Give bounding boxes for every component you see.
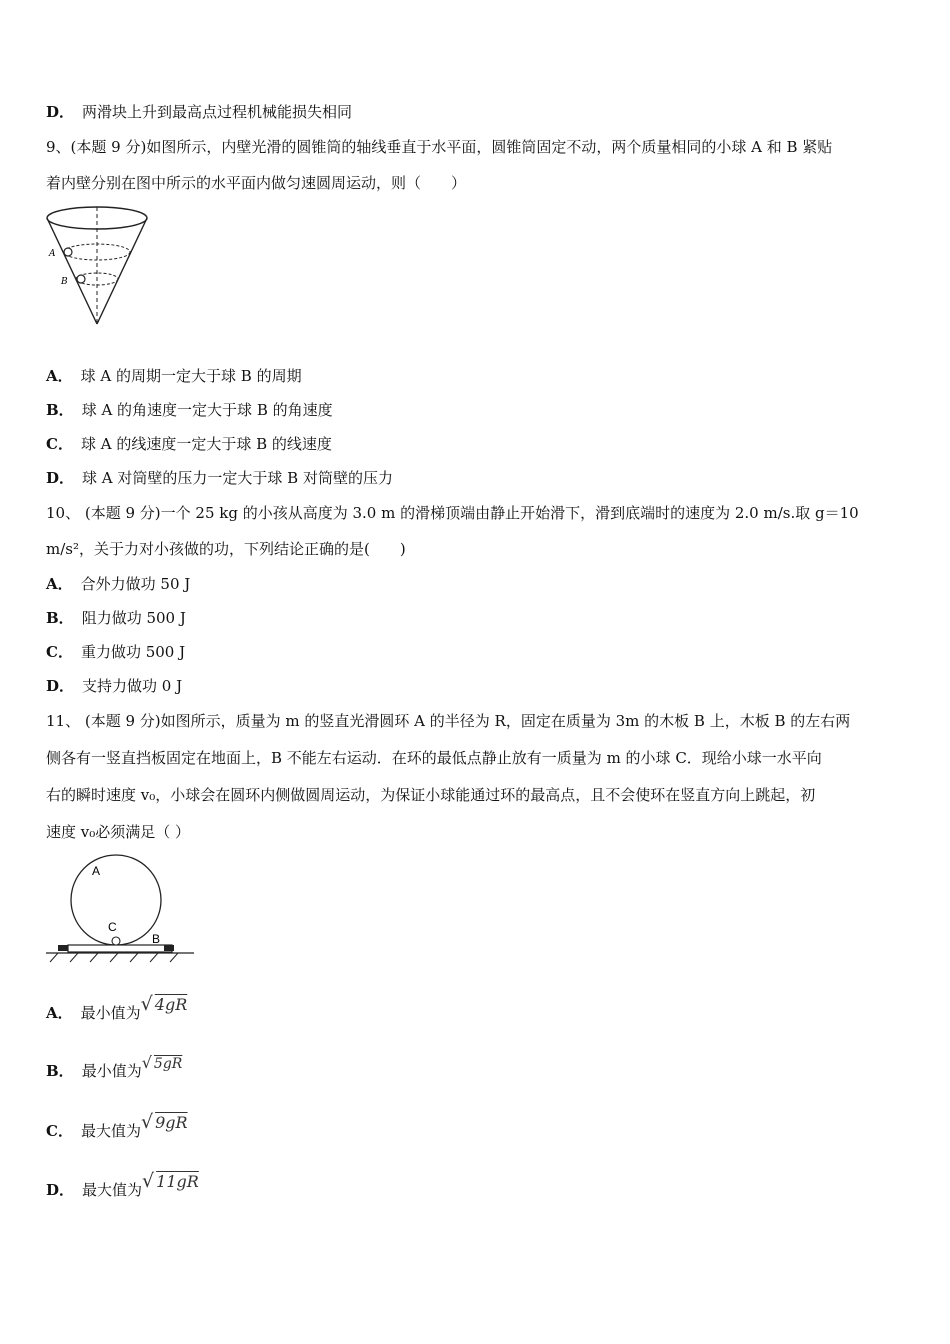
option-text: 球 A 的角速度一定大于球 B 的角速度 (81, 401, 333, 419)
label-a: A (92, 864, 101, 878)
q11-option-a (46, 993, 189, 1030)
q10-option-b (46, 608, 186, 628)
q9-option-a (46, 366, 302, 386)
cone-right-wall (97, 218, 147, 324)
option-text: 最小值为 (80, 1004, 141, 1022)
option-text: 最小值为 (81, 1062, 142, 1080)
ball-b (77, 275, 85, 283)
left-stop (58, 945, 68, 951)
sqrt-expression (141, 995, 190, 1014)
ground-hatch (50, 953, 178, 962)
radicand: 9gR (155, 1113, 188, 1132)
label-b: B (61, 277, 68, 287)
prev-option-d (46, 102, 352, 122)
q11-stem-line2: 侧各有一竖直挡板固定在地面上，B 不能左右运动．在环的最低点静止放有一质量为 m 的小球 C．现给小球一水平向 (46, 749, 822, 767)
q10-option-d (46, 676, 182, 696)
label-a: A (49, 249, 56, 259)
option-letter: A． (46, 1004, 73, 1022)
q11-stem-line4: 速度 v₀必须满足（ ） (46, 823, 191, 841)
option-letter: D． (46, 1181, 75, 1199)
board-b (68, 945, 172, 952)
q9-stem-line1: 9、(本题 9 分)如图所示，内壁光滑的圆锥筒的轴线垂直于水平面，圆锥筒固定不动，两个质量相同的小球 A 和 B 紧贴 (46, 138, 833, 156)
option-text: 球 A 对筒壁的压力一定大于球 B 对筒壁的压力 (82, 469, 393, 487)
option-letter: D． (46, 677, 75, 695)
option-letter: A． (46, 367, 73, 385)
option-text: 支持力做功 0 J (82, 677, 183, 695)
q9-option-d (46, 468, 393, 488)
ring-figure (44, 852, 196, 964)
q10-option-c (46, 642, 185, 662)
option-text: 阻力做功 500 J (81, 609, 186, 627)
sqrt-expression (141, 1113, 190, 1132)
radicand: 4gR (154, 995, 188, 1014)
sqrt-symbol-icon: √ (140, 993, 153, 1015)
cone-left-wall (47, 218, 97, 324)
label-c: C (108, 920, 117, 934)
option-letter: B． (46, 401, 74, 419)
option-text: 最大值为 (82, 1181, 143, 1199)
option-text: 球 A 的线速度一定大于球 B 的线速度 (80, 435, 332, 453)
option-text: 合外力做功 50 J (80, 575, 191, 593)
q10-stem-line1: 10、 (本题 9 分)一个 25 kg 的小孩从高度为 3.0 m 的滑梯顶端由静止开始滑下，滑到底端时的速度为 2.0 m/s.取 g＝10 (46, 504, 859, 522)
q10-stem-line2: m/s²，关于力对小孩做的功，下列结论正确的是( ) (46, 540, 406, 558)
q9-option-c (46, 434, 332, 454)
option-letter: B． (46, 609, 74, 627)
q11-stem-line1: 11、 (本题 9 分)如图所示，质量为 m 的竖直光滑圆环 A 的半径为 R，固定在质量为 3m 的木板 B 上，木板 B 的左右两 (46, 712, 851, 730)
q10-option-a (46, 574, 190, 594)
option-letter: B． (46, 1062, 74, 1080)
right-stop (164, 945, 174, 951)
ball-c (112, 937, 120, 945)
q11-option-d (46, 1170, 201, 1207)
q11-option-c (46, 1111, 190, 1148)
q9-stem-line2: 着内壁分别在图中所示的水平面内做匀速圆周运动，则（ ） (46, 174, 467, 192)
sqrt-expression (141, 1053, 185, 1072)
option-letter: C． (46, 643, 73, 661)
cone-figure (44, 204, 154, 329)
sqrt-symbol-icon: √ (142, 1170, 155, 1192)
option-letter: C． (46, 435, 73, 453)
radicand: 11gR (156, 1172, 199, 1191)
option-letter: C． (46, 1122, 73, 1140)
option-letter: D． (46, 103, 75, 121)
option-text: 两滑块上升到最高点过程机械能损失相同 (82, 103, 353, 121)
label-b: B (152, 932, 161, 946)
q9-option-b (46, 400, 333, 420)
option-letter: A． (46, 575, 73, 593)
q11-stem-line3: 右的瞬时速度 v₀，小球会在圆环内侧做圆周运动，为保证小球能通过环的最高点，且不会使环在竖直方向上跳起，初 (46, 786, 816, 804)
q11-option-b (46, 1053, 184, 1089)
option-text: 重力做功 500 J (80, 643, 186, 661)
sqrt-symbol-icon: √ (141, 1053, 152, 1072)
sqrt-expression (142, 1172, 201, 1191)
option-letter: D． (46, 469, 75, 487)
radicand: 5gR (153, 1056, 183, 1072)
option-text: 球 A 的周期一定大于球 B 的周期 (80, 367, 302, 385)
sqrt-symbol-icon: √ (140, 1111, 154, 1133)
option-text: 最大值为 (80, 1122, 141, 1140)
ball-a (64, 248, 72, 256)
